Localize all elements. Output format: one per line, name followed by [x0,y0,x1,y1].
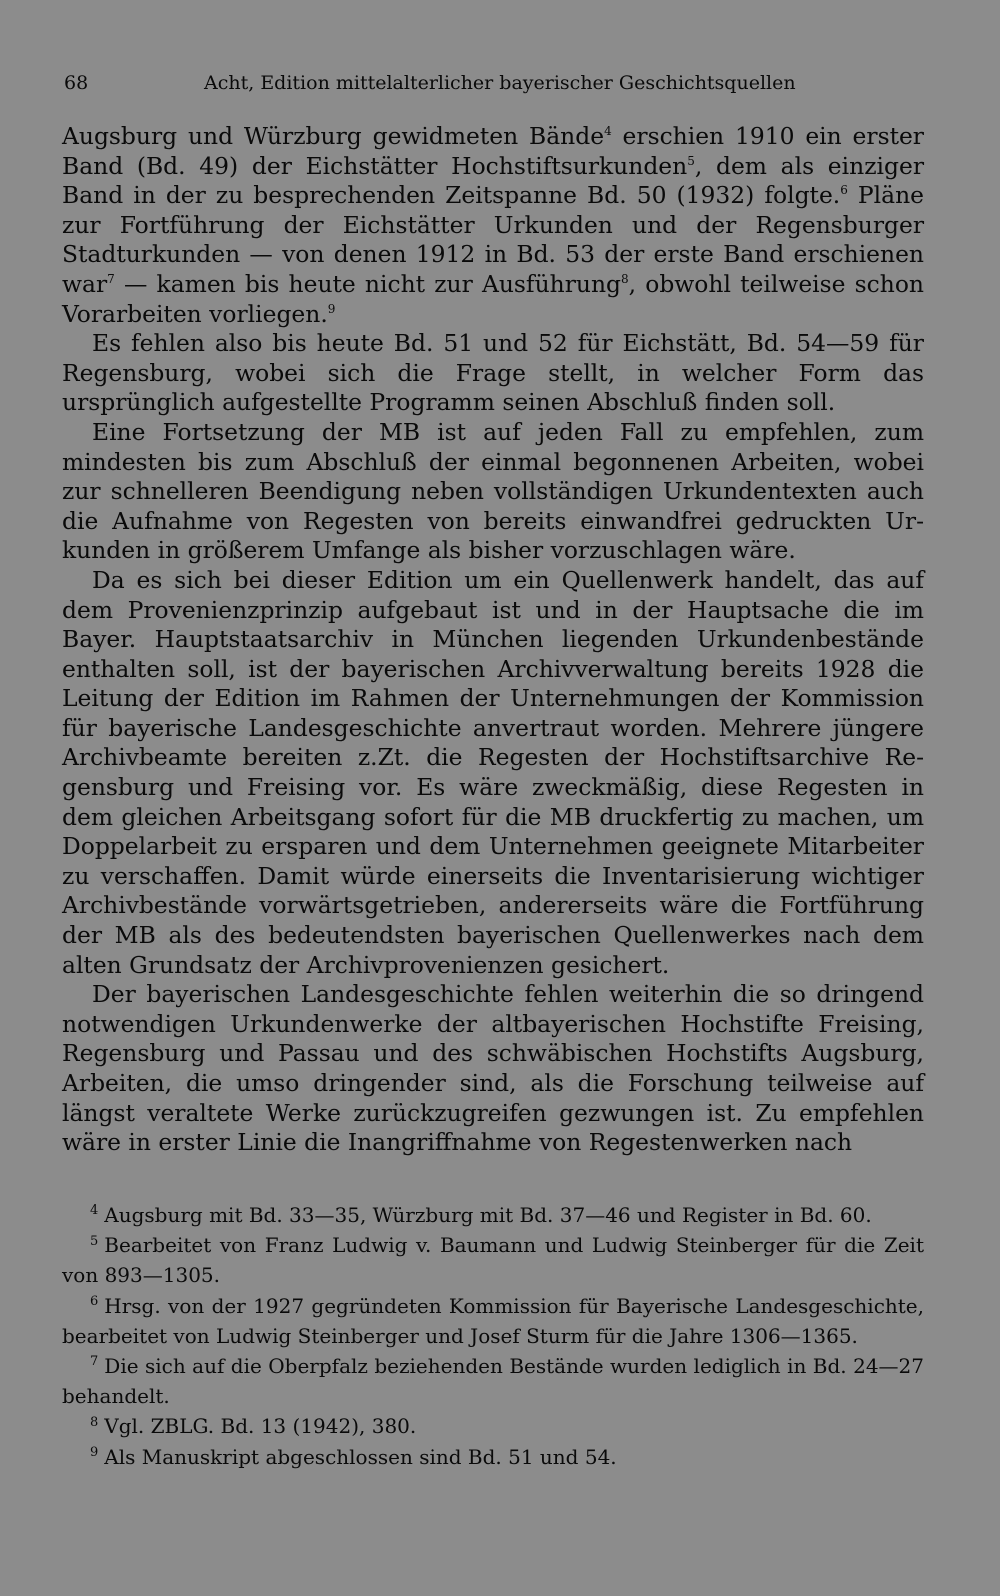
footnote-8 [62,1411,924,1441]
paragraph-3: Eine Fortsetzung der MB ist auf jeden Fall zu empfehlen, zum mindesten bis zum Abschluß der einmal begonnenen Arbeiten, wobei zur schnelleren Beendigung neben vollständigen Urkundentexten auch die Aufnahme von Regesten von bereits einwandfrei gedruckten Urkunden in größerem Umfange als bisher vorzuschlagen wäre. [62,417,924,565]
footnote-text: Die sich auf die Oberpfalz beziehenden Bestände wurden lediglich in Bd. 24—27 behandelt. [62,1354,924,1409]
paragraph-4: Da es sich bei dieser Edition um ein Quellenwerk handelt, das auf dem Provenienzprinzip aufgebaut ist und in der Hauptsache die im Bayer. Hauptstaatsarchiv in München liegenden Urkundenbestände enthalten soll, ist der bayerischen Archivverwaltung bereits 1928 die Leitung der Edition im Rahmen der Unternehmungen der Kommission für bayerische Landesgeschichte anvertraut worden. Mehrere jüngere Archivbeamte bereiten z.Zt. die Regesten der Hochstiftsarchive Regensburg und Freising vor. Es wäre zweckmäßig, diese Regesten in dem gleichen Arbeitsgang sofort für die MB druckfertig zu machen, um Doppelarbeit zu ersparen und dem Unternehmen geeignete Mitarbeiter zu verschaffen. Damit würde einerseits die Inventarisierung wichtiger Archivbestände vorwärtsgetrieben, andererseits wäre die Fortführung der MB als des bedeutendsten bayerischen Quellenwerkes nach dem alten Grundsatz der Archivprovenienzen gesichert. [62,565,924,979]
footnote-9 [62,1442,924,1472]
footnote-number: 7 [90,1354,99,1370]
paragraph-1-part-e: — kamen bis heute nicht zur Ausführung [114,269,621,298]
footnote-ref-8: 8 [620,272,629,287]
running-header [64,72,918,94]
footnote-number: 9 [90,1444,99,1460]
footnote-text: Bearbeitet von Franz Ludwig v. Baumann und Ludwig Steinberger für die Zeit von 893—1305. [62,1233,924,1288]
footnote-ref-4: 4 [604,124,612,139]
page-number: 68 [64,72,89,94]
footnote-5 [62,1230,924,1290]
running-title: Acht, Edition mittelalterlicher bayerischer Geschichtsquellen [204,72,796,94]
footnote-4 [62,1200,924,1230]
footnote-ref-7: 7 [107,272,115,287]
footnote-number: 6 [90,1293,99,1309]
footnote-number: 4 [90,1203,99,1219]
footnote-text: Vgl. ZBLG. Bd. 13 (1942), 380. [104,1414,417,1439]
main-text [62,122,924,1158]
footnote-text: Augsburg mit Bd. 33—35, Würzburg mit Bd. 37—46 und Register in Bd. 60. [104,1203,872,1227]
footnote-text: Als Manuskript abgeschlossen sind Bd. 51 und 54. [104,1444,617,1469]
footnote-number: 5 [90,1233,99,1249]
footnote-7 [62,1351,924,1411]
footnote-ref-9: 9 [327,301,336,316]
footnote-ref-6: 6 [840,183,848,198]
paragraph-1-part-d: Pläne zur Fortführung der Eichstätter Urkunden und der Regensburger Stadturkunden — von denen 1912 in Bd. 53 der erste Band erschienen war [62,181,924,298]
footnote-number: 8 [90,1414,99,1430]
paragraph-2: Es fehlen also bis heute Bd. 51 und 52 für Eichstätt, Bd. 54—59 für Regensburg, wobei sich die Frage stellt, in welcher Form das ursprünglich aufgestellte Programm seinen Abschluß finden soll. [62,329,924,417]
paragraph-1-part-f: , obwohl teilweise schon Vorarbeiten vorliegen. [62,269,924,328]
paragraph-1-part-a: Augsburg und Würzburg gewidmeten Bände [62,122,605,150]
paragraph-1-part-b: erschien 1910 ein erster Band (Bd. 49) der Eichstätter Hochstiftsurkunden [62,122,924,180]
paragraph-5: Der bayerischen Landesgeschichte fehlen weiterhin die so dringend notwendigen Urkundenwerke der altbayerischen Hochstifte Freising, Regensburg und Passau und des schwäbischen Hochstifts Augsburg, Arbeiten, die umso dringender sind, als die Forschung teilweise auf längst veraltete Werke zurückzugreifen gezwungen ist. Zu empfehlen wäre in erster Linie die Inangriffnahme von Regestenwerken nach [62,980,924,1157]
footnote-6 [62,1291,924,1351]
footnote-ref-5: 5 [687,153,695,168]
footnote-text: Hrsg. von der 1927 gegründeten Kommission für Bayerische Landesgeschichte, bearbeitet von Ludwig Steinberger und Josef Sturm für die Jahre 1306—1365. [62,1293,924,1348]
paragraph-1-part-c: , dem als einziger Band in der zu besprechenden Zeitspanne Bd. 50 (1932) folgte. [62,151,924,210]
paragraph-1 [62,122,924,329]
footnotes [62,1200,924,1472]
